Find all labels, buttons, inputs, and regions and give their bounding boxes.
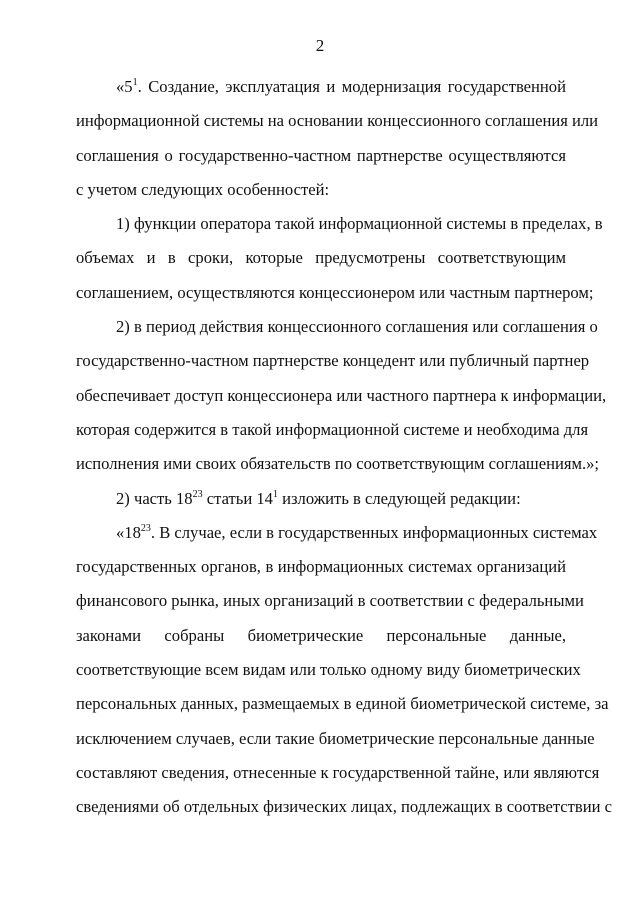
text-line: законами собраны биометрические персональные данные,	[76, 625, 566, 645]
superscript: 23	[140, 522, 151, 534]
text-line: объемах и в сроки, которые предусмотрены соответствующим	[76, 248, 566, 268]
paragraph-item-1	[76, 207, 603, 310]
text-line: соглашения о государственно-частном партнерстве осуществляются	[76, 145, 566, 165]
text-line: государственно-частном партнерстве концедент или публичный партнер	[76, 351, 590, 371]
superscript: 1	[132, 77, 138, 88]
text-line: соглашением, осуществляются концессионером или частным партнером;	[76, 282, 594, 302]
text-span: 2) часть 18	[116, 488, 193, 508]
text-line: сведениями об отдельных физических лицах, подлежащих в соответствии с	[76, 797, 613, 817]
text-span: изложить в следующей редакции:	[277, 488, 521, 508]
superscript: 1	[272, 488, 278, 500]
text-line: 1) функции оператора такой информационной системы в пределах, в	[116, 214, 603, 234]
paragraph-amendment-2	[76, 482, 566, 516]
text-span: . В случае, если в государственных информационных системах	[150, 522, 598, 542]
text-line: информационной системы на основании концессионного соглашения или	[76, 111, 599, 131]
paragraph-18-23	[76, 516, 613, 825]
text-line: которая содержится в такой информационной системе и необходима для	[76, 419, 589, 439]
paragraph-item-2	[76, 310, 607, 481]
text-line: финансового рынка, иных организаций в соответствии с федеральными	[76, 591, 584, 611]
text-line: соответствующие всем видам или только одному виду биометрических	[76, 660, 581, 680]
text-span: . Создание, эксплуатация и модернизация государственной	[137, 77, 566, 96]
text-line	[76, 70, 566, 104]
document-body	[76, 70, 613, 825]
text-span: статьи 14	[202, 488, 273, 508]
page-number: 2	[315, 36, 325, 55]
text-line: государственных органов, в информационных системах организаций	[76, 557, 566, 577]
text-line: составляют сведения, отнесенные к государственной тайне, или являются	[76, 762, 600, 782]
text-line: обеспечивает доступ концессионера или частного партнера к информации,	[76, 385, 607, 405]
text-span: «5	[116, 77, 133, 96]
text-line: с учетом следующих особенностей:	[76, 179, 330, 199]
text-line: персональных данных, размещаемых в единой биометрической системе, за	[76, 694, 609, 714]
text-line	[76, 482, 566, 516]
text-line: исключением случаев, если такие биометрические персональные данные	[76, 728, 595, 748]
text-line	[76, 516, 598, 550]
text-line: исполнения ими своих обязательств по соответствующим соглашениям.»;	[76, 454, 600, 474]
text-line: 2) в период действия концессионного соглашения или соглашения о	[116, 317, 598, 337]
paragraph-5-1	[76, 70, 599, 207]
superscript: 23	[192, 488, 203, 500]
text-span: «18	[116, 522, 141, 542]
